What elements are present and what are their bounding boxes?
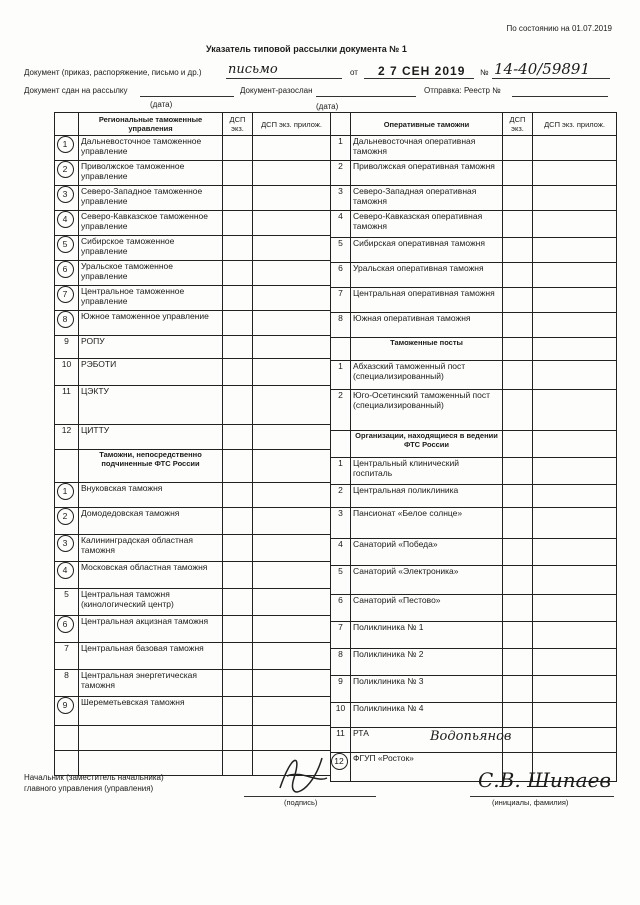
dsp-attachments-cell (533, 566, 617, 595)
row-number-cell: 4 (331, 211, 351, 238)
table-row (55, 186, 331, 211)
dsp-attachments-cell (253, 261, 331, 286)
table-row (331, 288, 617, 313)
circled-row-number: 4 (57, 211, 74, 228)
circled-row-number: 5 (57, 236, 74, 253)
empty-cell (223, 726, 253, 751)
recipient-name-cell: РЭБОТИ (79, 359, 223, 386)
dsp-copies-cell (223, 261, 253, 286)
row-number-cell: 10 (55, 359, 79, 386)
dsp-copies-cell (503, 508, 533, 539)
recipient-name-cell: Поликлиника № 2 (351, 649, 503, 676)
table-header-row (55, 113, 331, 136)
doc-type-value: письмо (228, 62, 278, 77)
dsp-attachments-cell (533, 136, 617, 161)
recipient-name-cell: Домодедовская таможня (79, 508, 223, 535)
recipient-name-cell: Поликлиника № 1 (351, 622, 503, 649)
row-number-cell: 9 (55, 336, 79, 359)
row-number-cell: 2 (331, 161, 351, 186)
row-number-cell (55, 562, 79, 589)
row-number-cell: 10 (331, 703, 351, 728)
table-row (331, 186, 617, 211)
number-label: № (480, 68, 489, 77)
row-number-cell (55, 161, 79, 186)
dsp-copies-cell (503, 161, 533, 186)
dsp-copies-cell (223, 136, 253, 161)
dsp-attachments-cell (533, 361, 617, 390)
row-number-cell: 12 (55, 425, 79, 450)
row-number-cell: 2 (331, 390, 351, 431)
table-row (55, 589, 331, 616)
circled-row-number: 7 (57, 286, 74, 303)
recipient-name-cell: Центральная оперативная таможня (351, 288, 503, 313)
dsp-copies-cell (223, 236, 253, 261)
dsp-attachments-cell (533, 186, 617, 211)
dsp-attachments-cell (533, 676, 617, 703)
recipient-name-cell: Центральная базовая таможня (79, 643, 223, 670)
dsp-copies-cell (223, 286, 253, 311)
signature-hint: (подпись) (284, 798, 318, 807)
row-number-cell (55, 483, 79, 508)
recipient-name-cell: Приволжская оперативная таможня (351, 161, 503, 186)
section-empty-cell (533, 431, 617, 458)
dsp-copies-cell (503, 211, 533, 238)
recipient-name-cell: Поликлиника № 3 (351, 676, 503, 703)
dsp-copies-cell (503, 595, 533, 622)
recipient-name-cell: Санаторий «Пестово» (351, 595, 503, 622)
table-row (331, 313, 617, 338)
section-empty-cell (253, 450, 331, 483)
regional-customs-table (54, 112, 331, 776)
doc-number-value: 14-40/59891 (494, 60, 591, 78)
dsp-copies-cell (503, 622, 533, 649)
recipient-name-cell: Московская областная таможня (79, 562, 223, 589)
table-row (55, 697, 331, 726)
recipient-name-cell: Юго-Осетинский таможенный пост (специализированный) (351, 390, 503, 431)
circled-row-number: 2 (57, 161, 74, 178)
dsp-copies-cell (503, 458, 533, 485)
recipient-name-cell: Санаторий «Победа» (351, 539, 503, 566)
recipient-name-cell: Центральная таможня (кинологический центр) (79, 589, 223, 616)
recipient-name-cell: Внуковская таможня (79, 483, 223, 508)
row-number-cell: 3 (331, 508, 351, 539)
header-num-cell (55, 113, 79, 136)
dsp-copies-cell (223, 359, 253, 386)
circled-row-number: 9 (57, 697, 74, 714)
dsp-copies-cell (503, 676, 533, 703)
dsp-copies-cell (223, 161, 253, 186)
dsp-copies-cell (503, 288, 533, 313)
section-empty-cell (223, 450, 253, 483)
recipient-name-cell: Северо-Кавказское таможенное управление (79, 211, 223, 236)
table-row (55, 136, 331, 161)
doc-type-label: Документ (приказ, распоряжение, письмо и др.) (24, 68, 202, 77)
row-number-cell: 1 (331, 361, 351, 390)
row-number-cell: 8 (331, 313, 351, 338)
dsp-attachments-cell (533, 728, 617, 753)
row-number-cell: 5 (331, 566, 351, 595)
dsp-attachments-cell (253, 425, 331, 450)
table-row (331, 390, 617, 431)
recipient-name-cell: ЦЭКТУ (79, 386, 223, 425)
dsp-attachments-cell (533, 161, 617, 186)
date-hint-left: (дата) (150, 100, 173, 109)
circled-row-number: 1 (57, 136, 74, 153)
dsp-copies-cell (223, 336, 253, 359)
dsp-copies-cell (503, 390, 533, 431)
table-row (55, 261, 331, 286)
row-number-cell (55, 136, 79, 161)
dsp-attachments-cell (533, 649, 617, 676)
row-number-cell (55, 186, 79, 211)
dsp-attachments-cell (533, 263, 617, 288)
dsp-attachments-cell (253, 359, 331, 386)
page-title: Указатель типовой рассылки документа № 1 (206, 44, 407, 54)
row-number-cell: 11 (331, 728, 351, 753)
dsp-attachments-cell (253, 386, 331, 425)
row-number-cell (55, 311, 79, 336)
table-row (55, 336, 331, 359)
circled-row-number: 3 (57, 535, 74, 552)
row-number-cell (55, 236, 79, 261)
table-row (331, 703, 617, 728)
header-dsp-cell: ДСП экз. (503, 113, 533, 136)
dsp-copies-cell (503, 361, 533, 390)
row-number-cell: 3 (331, 186, 351, 211)
row-number-cell (331, 753, 351, 782)
dsp-copies-cell (503, 566, 533, 595)
handwritten-note: Водопьянов (430, 729, 512, 744)
row-number-cell: 7 (55, 643, 79, 670)
row-number-cell: 11 (55, 386, 79, 425)
table-row (331, 566, 617, 595)
row-number-cell: 6 (331, 595, 351, 622)
dsp-copies-cell (503, 263, 533, 288)
table-row (55, 508, 331, 535)
section-row (331, 338, 617, 361)
dsp-copies-cell (223, 311, 253, 336)
row-number-cell (55, 616, 79, 643)
dsp-copies-cell (503, 539, 533, 566)
table-row (55, 286, 331, 311)
dsp-copies-cell (503, 313, 533, 338)
recipient-name-cell: РОПУ (79, 336, 223, 359)
table-row (55, 643, 331, 670)
date-hint-right: (дата) (316, 102, 339, 111)
dsp-attachments-cell (533, 539, 617, 566)
signature-scribble (272, 748, 332, 798)
table-row (331, 458, 617, 485)
dsp-copies-cell (503, 649, 533, 676)
recipient-name-cell: ФГУП «Росток» (351, 753, 503, 782)
section-empty-cell (503, 338, 533, 361)
table-row (331, 161, 617, 186)
table-row (55, 161, 331, 186)
recipient-name-cell: Приволжское таможенное управление (79, 161, 223, 186)
table-row (55, 670, 331, 697)
circled-row-number: 2 (57, 508, 74, 525)
recipient-name-cell: Южная оперативная таможня (351, 313, 503, 338)
dsp-attachments-cell (253, 286, 331, 311)
dsp-copies-cell (503, 703, 533, 728)
dsp-attachments-cell (533, 622, 617, 649)
row-number-cell: 8 (331, 649, 351, 676)
recipient-name-cell: Поликлиника № 4 (351, 703, 503, 728)
recipient-name-cell: Шереметьевская таможня (79, 697, 223, 726)
dsp-copies-cell (223, 425, 253, 450)
header-dsp-attach-cell: ДСП экз. прилож. (253, 113, 331, 136)
row-number-cell (55, 261, 79, 286)
row-number-cell: 2 (331, 485, 351, 508)
recipient-name-cell: Северо-Западное таможенное управление (79, 186, 223, 211)
dsp-attachments-cell (533, 288, 617, 313)
dsp-attachments-cell (253, 483, 331, 508)
recipient-name-cell: Дальневосточная оперативная таможня (351, 136, 503, 161)
dsp-attachments-cell (253, 136, 331, 161)
row-number-cell: 7 (331, 622, 351, 649)
row-number-cell: 4 (331, 539, 351, 566)
recipient-name-cell: Центральная поликлиника (351, 485, 503, 508)
row-number-cell: 1 (331, 136, 351, 161)
dsp-attachments-cell (253, 236, 331, 261)
table-row (55, 386, 331, 425)
dsp-copies-cell (223, 562, 253, 589)
table-row (55, 236, 331, 261)
table-row (331, 649, 617, 676)
recipient-name-cell: Уральское таможенное управление (79, 261, 223, 286)
table-row (55, 359, 331, 386)
dsp-attachments-cell (253, 643, 331, 670)
dsp-copies-cell (223, 697, 253, 726)
section-num-cell (55, 450, 79, 483)
dsp-attachments-cell (253, 211, 331, 236)
dsp-attachments-cell (253, 616, 331, 643)
row-number-cell: 9 (331, 676, 351, 703)
header-dsp-cell: ДСП экз. (223, 113, 253, 136)
section-num-cell (331, 431, 351, 458)
dsp-attachments-cell (253, 562, 331, 589)
dsp-attachments-cell (533, 211, 617, 238)
row-number-cell: 7 (331, 288, 351, 313)
table-row (331, 263, 617, 288)
section-title-cell: Таможенные посты (351, 338, 503, 361)
recipient-name-cell: Пансионат «Белое солнце» (351, 508, 503, 539)
recipient-name-cell: Абхазский таможенный пост (специализированный) (351, 361, 503, 390)
row-number-cell: 8 (55, 670, 79, 697)
table-row (331, 622, 617, 649)
recipient-name-cell: Центральная акцизная таможня (79, 616, 223, 643)
dsp-copies-cell (503, 186, 533, 211)
row-number-cell (55, 508, 79, 535)
dsp-copies-cell (223, 589, 253, 616)
table-row (55, 535, 331, 562)
head-of-department-label: Начальник (заместитель начальника) главного управления (управления) (24, 773, 164, 793)
table-header-row (331, 113, 617, 136)
sent-label: Документ сдан на рассылку (24, 86, 128, 95)
recipient-name-cell: Центральный клинический госпиталь (351, 458, 503, 485)
row-number-cell: 1 (331, 458, 351, 485)
dsp-attachments-cell (253, 186, 331, 211)
table-row (331, 539, 617, 566)
dsp-attachments-cell (533, 458, 617, 485)
section-title-cell: Таможни, непосредственно подчиненные ФТС России (79, 450, 223, 483)
dsp-attachments-cell (533, 485, 617, 508)
dsp-attachments-cell (253, 589, 331, 616)
empty-cell (253, 726, 331, 751)
empty-cell (79, 726, 223, 751)
dsp-attachments-cell (253, 336, 331, 359)
row-number-cell: 5 (331, 238, 351, 263)
dsp-attachments-cell (533, 508, 617, 539)
table-row (331, 676, 617, 703)
table-row (331, 361, 617, 390)
dsp-copies-cell (223, 211, 253, 236)
signer-name-hint: (инициалы, фамилия) (492, 798, 569, 807)
recipient-name-cell: ЦИТТУ (79, 425, 223, 450)
recipient-name-cell: Уральская оперативная таможня (351, 263, 503, 288)
row-number-cell (55, 211, 79, 236)
row-number-cell (55, 535, 79, 562)
recipient-name-cell: РТА (351, 728, 503, 753)
header-dsp-attach-cell: ДСП экз. прилож. (533, 113, 617, 136)
recipient-name-cell: Северо-Западная оперативная таможня (351, 186, 503, 211)
signer-name: С.В. Шипаев (478, 768, 612, 792)
recipient-name-cell: Дальневосточное таможенное управление (79, 136, 223, 161)
as-of-date: По состоянию на 01.07.2019 (506, 24, 612, 33)
sender-label: Документ-разослан (240, 86, 313, 95)
recipient-name-cell: Центральное таможенное управление (79, 286, 223, 311)
circled-row-number: 6 (57, 261, 74, 278)
table-row (55, 311, 331, 336)
dsp-copies-cell (223, 186, 253, 211)
dsp-copies-cell (223, 508, 253, 535)
row-number-cell (55, 697, 79, 726)
recipient-name-cell: Санаторий «Электроника» (351, 566, 503, 595)
dsp-attachments-cell (253, 508, 331, 535)
circled-row-number: 12 (331, 753, 348, 770)
date-stamp: 2 7 СЕН 2019 (378, 64, 466, 78)
dsp-attachments-cell (533, 703, 617, 728)
table-row (331, 136, 617, 161)
recipient-name-cell: Центральная энергетическая таможня (79, 670, 223, 697)
dsp-copies-cell (503, 136, 533, 161)
table-row (55, 616, 331, 643)
table-row (331, 595, 617, 622)
operational-customs-table (330, 112, 617, 782)
dsp-attachments-cell (533, 595, 617, 622)
circled-row-number: 1 (57, 483, 74, 500)
circled-row-number: 3 (57, 186, 74, 203)
table-row (55, 211, 331, 236)
header-name-cell: Оперативные таможни (351, 113, 503, 136)
empty-row (55, 726, 331, 751)
dsp-attachments-cell (533, 313, 617, 338)
circled-row-number: 4 (57, 562, 74, 579)
dsp-attachments-cell (253, 697, 331, 726)
dsp-attachments-cell (253, 670, 331, 697)
dsp-attachments-cell (533, 390, 617, 431)
recipient-name-cell: Южное таможенное управление (79, 311, 223, 336)
table-row (55, 562, 331, 589)
section-row (55, 450, 331, 483)
dsp-copies-cell (503, 238, 533, 263)
section-row (331, 431, 617, 458)
recipient-name-cell: Сибирское таможенное управление (79, 236, 223, 261)
section-empty-cell (503, 431, 533, 458)
dsp-copies-cell (223, 535, 253, 562)
dsp-copies-cell (223, 616, 253, 643)
empty-cell (55, 726, 79, 751)
recipient-name-cell: Северо-Кавказская оперативная таможня (351, 211, 503, 238)
table-row (55, 483, 331, 508)
from-label: от (350, 68, 358, 77)
circled-row-number: 8 (57, 311, 74, 328)
dsp-copies-cell (223, 670, 253, 697)
row-number-cell (55, 286, 79, 311)
dsp-attachments-cell (253, 311, 331, 336)
row-number-cell: 6 (331, 263, 351, 288)
section-title-cell: Организации, находящиеся в ведении ФТС России (351, 431, 503, 458)
dsp-attachments-cell (533, 238, 617, 263)
dsp-copies-cell (503, 485, 533, 508)
table-row (331, 508, 617, 539)
table-row (55, 425, 331, 450)
dsp-copies-cell (223, 643, 253, 670)
dsp-copies-cell (223, 386, 253, 425)
circled-row-number: 6 (57, 616, 74, 633)
section-empty-cell (533, 338, 617, 361)
dsp-copies-cell (223, 483, 253, 508)
recipient-name-cell: Сибирская оперативная таможня (351, 238, 503, 263)
row-number-cell: 5 (55, 589, 79, 616)
recipient-name-cell: Калининградская областная таможня (79, 535, 223, 562)
dsp-attachments-cell (253, 161, 331, 186)
table-row (331, 485, 617, 508)
empty-cell (223, 751, 253, 776)
dispatch-label: Отправка: Реестр № (424, 86, 501, 95)
table-row (331, 211, 617, 238)
header-name-cell: Региональные таможенные управления (79, 113, 223, 136)
dsp-attachments-cell (253, 535, 331, 562)
section-num-cell (331, 338, 351, 361)
table-row (331, 238, 617, 263)
header-num-cell (331, 113, 351, 136)
